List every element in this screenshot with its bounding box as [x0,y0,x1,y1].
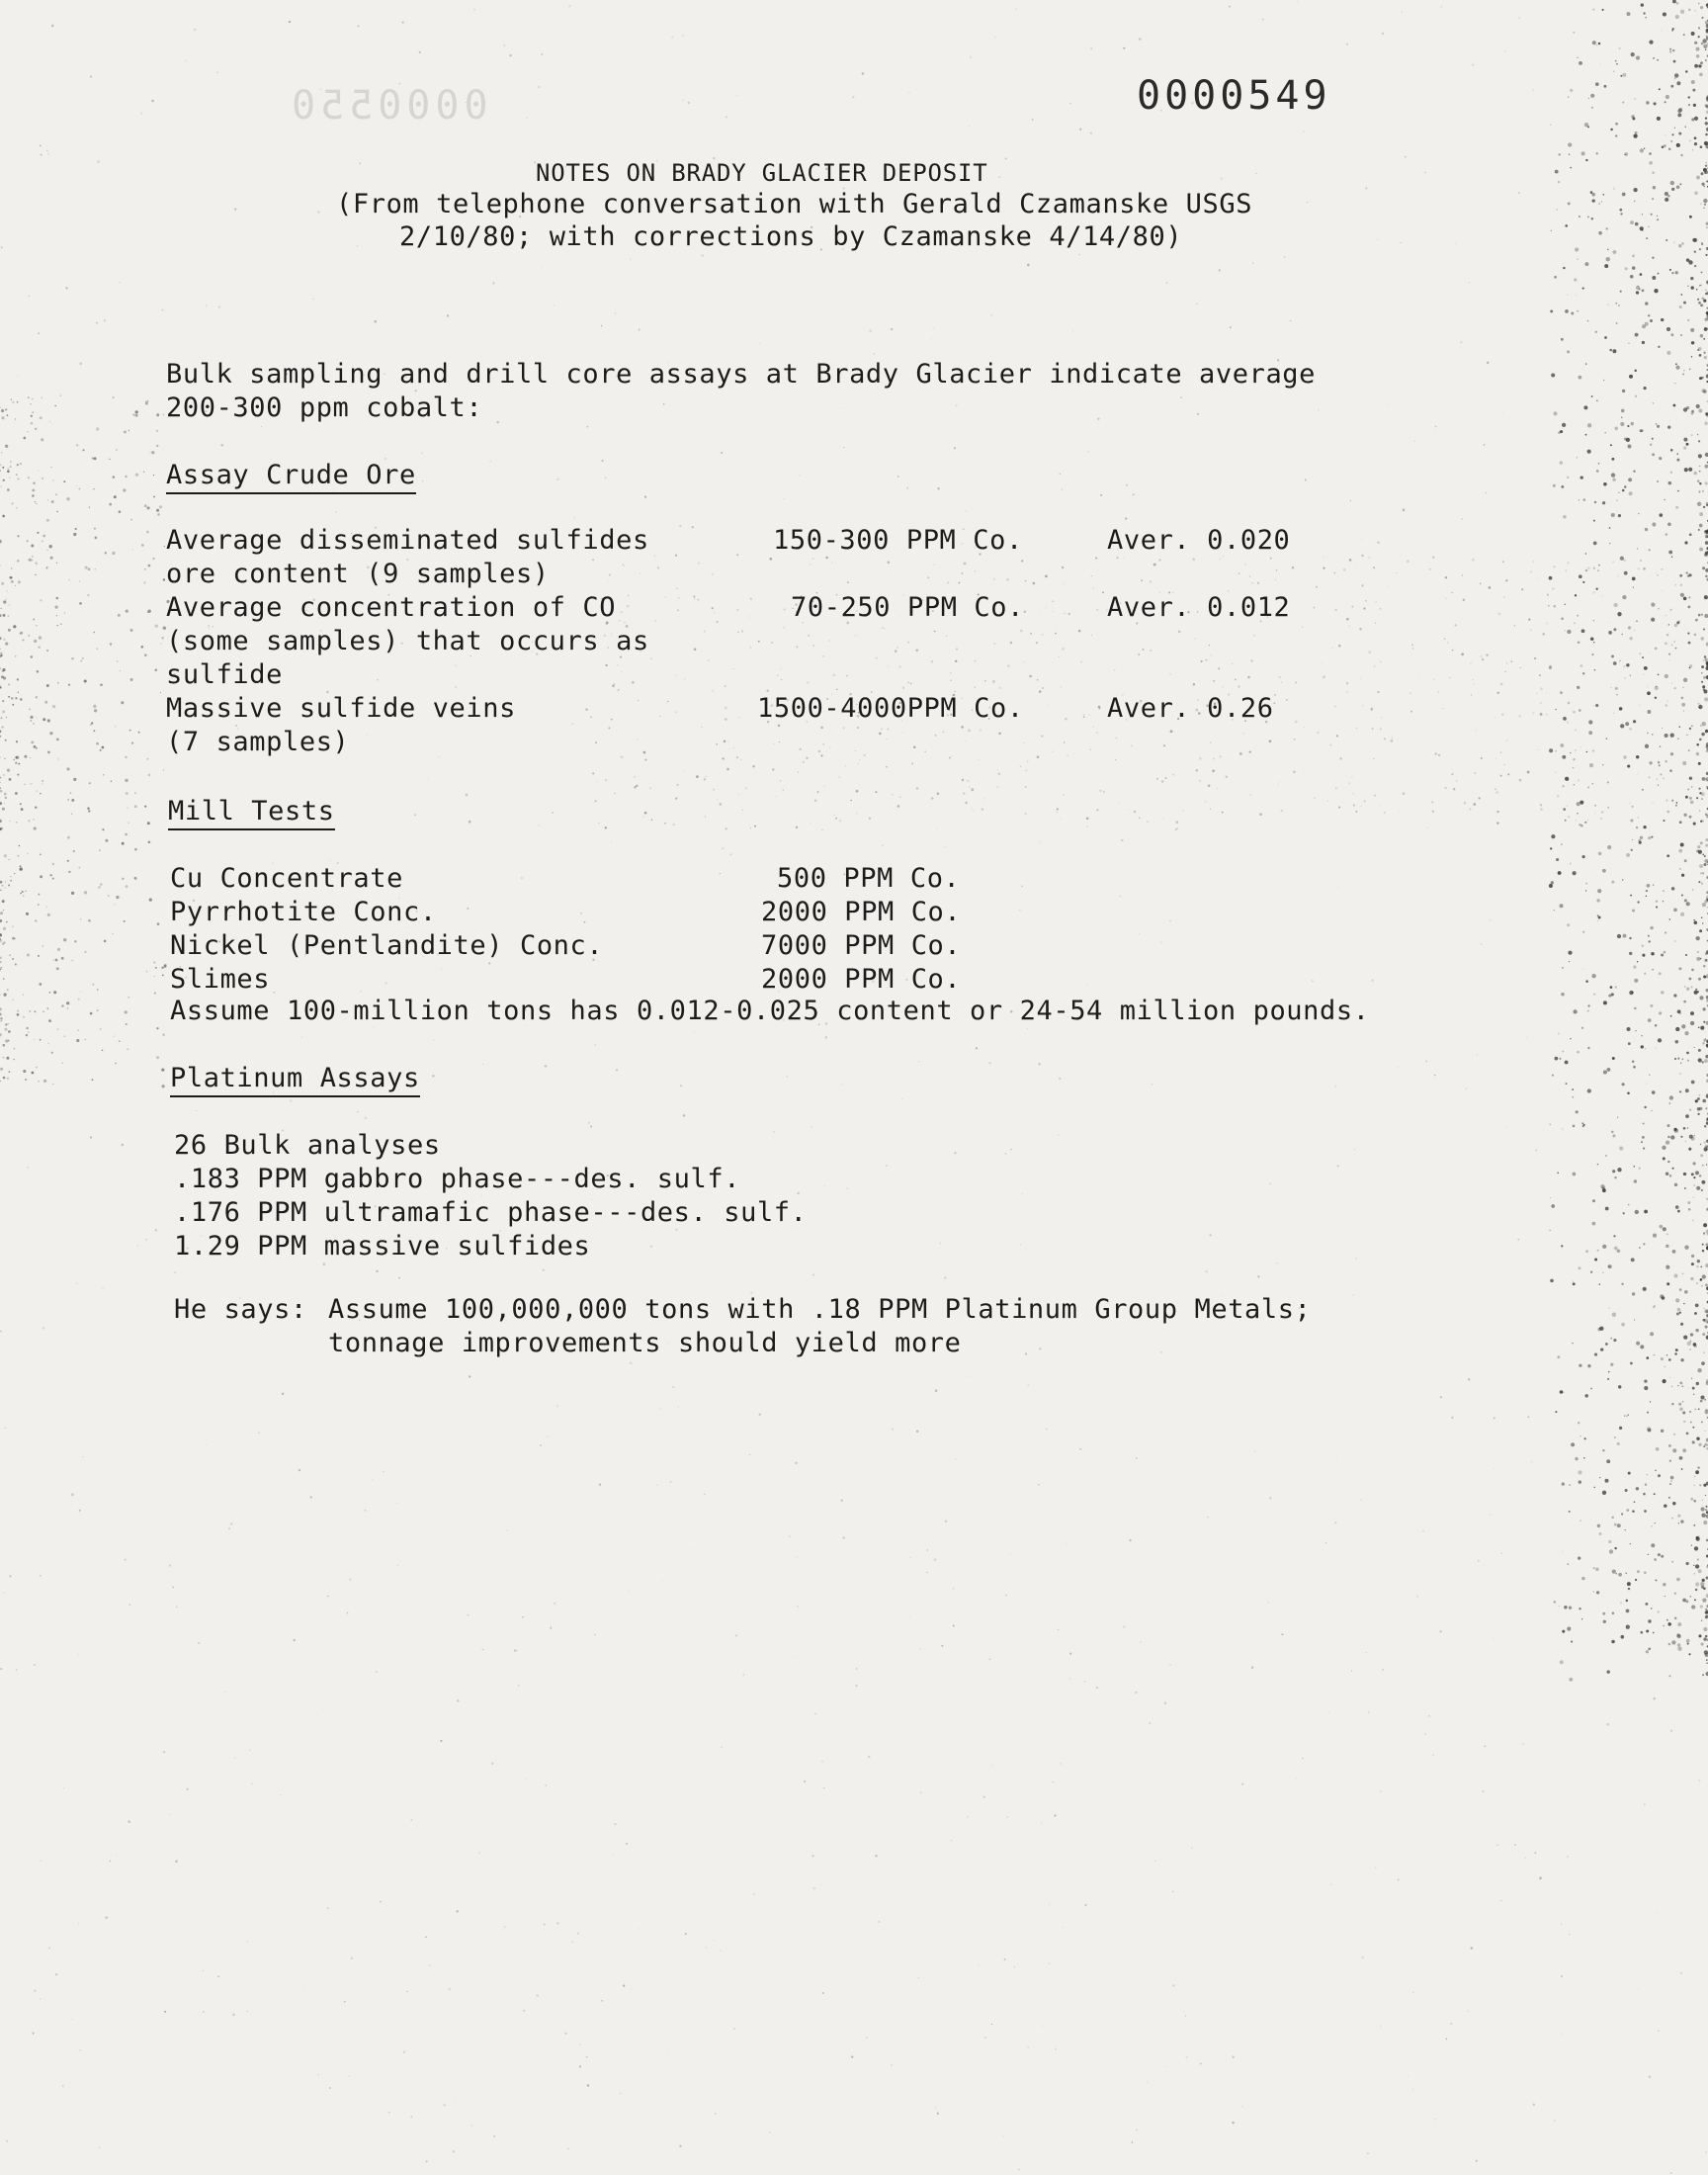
mill-test-row-4-label: Slimes [170,964,271,995]
crude-ore-row-3-average: Aver. 0.26 [1107,693,1274,724]
mill-test-row-1-label: Cu Concentrate [170,863,403,894]
crude-ore-row-2-label-line1: Average concentration of CO [166,592,617,623]
mill-test-row-3-value: 7000 PPM Co. [761,930,962,961]
crude-ore-row-1-label-line2: ore content (9 samples) [166,559,550,589]
crude-ore-row-3-label-line2: (7 samples) [166,727,350,757]
crude-ore-row-3-label-line1: Massive sulfide veins [166,693,516,724]
mill-test-row-2-value: 2000 PPM Co. [761,897,962,927]
ghost-document-number: 0000550 [287,83,488,129]
platinum-line-2: .183 PPM gabbro phase---des. sulf. [174,1164,741,1194]
crude-ore-row-2-range: 70-250 PPM Co. [791,592,1024,623]
document-title: NOTES ON BRADY GLACIER DEPOSIT [536,159,988,187]
subtitle-line-1: (From telephone conversation with Gerald Czamanske USGS [336,189,1253,219]
crude-ore-row-2-label-line3: sulfide [166,659,283,690]
crude-ore-row-3-range: 1500-4000PPM Co. [757,693,1024,724]
crude-ore-row-1-label-line1: Average disseminated sulfides [166,525,649,556]
platinum-line-4: 1.29 PPM massive sulfides [174,1231,591,1262]
crude-ore-row-2-average: Aver. 0.012 [1107,592,1291,623]
platinum-assays-heading: Platinum Assays [170,1062,420,1095]
platinum-line-3: .176 PPM ultramafic phase---des. sulf. [174,1197,808,1228]
subtitle-line-2: 2/10/80; with corrections by Czamanske 4/14/80) [399,221,1183,252]
crude-ore-row-1-average: Aver. 0.020 [1107,525,1291,556]
crude-ore-row-2-label-line2: (some samples) that occurs as [166,626,649,656]
crude-ore-row-1-range: 150-300 PPM Co. [773,525,1023,556]
assay-crude-ore-heading: Assay Crude Ore [166,459,416,492]
intro-line-2: 200-300 ppm cobalt: [166,392,483,423]
mill-test-row-3-label: Nickel (Pentlandite) Conc. [170,930,604,961]
platinum-line-1: 26 Bulk analyses [174,1130,441,1161]
document-number: 0000549 [1137,73,1331,119]
mill-test-row-2-label: Pyrrhotite Conc. [170,897,437,927]
intro-line-1: Bulk sampling and drill core assays at Brady Glacier indicate average [166,359,1317,390]
he-says-line-1: Assume 100,000,000 tons with .18 PPM Platinum Group Metals; [328,1294,1312,1325]
mill-test-row-4-value: 2000 PPM Co. [761,964,962,995]
mill-tests-heading: Mill Tests [168,795,335,828]
mill-test-row-1-value: 500 PPM Co. [777,863,961,894]
mill-test-assumption: Assume 100-million tons has 0.012-0.025 content or 24-54 million pounds. [170,996,1370,1026]
he-says-prefix: He says: [174,1294,307,1325]
he-says-line-2: tonnage improvements should yield more [328,1328,962,1358]
